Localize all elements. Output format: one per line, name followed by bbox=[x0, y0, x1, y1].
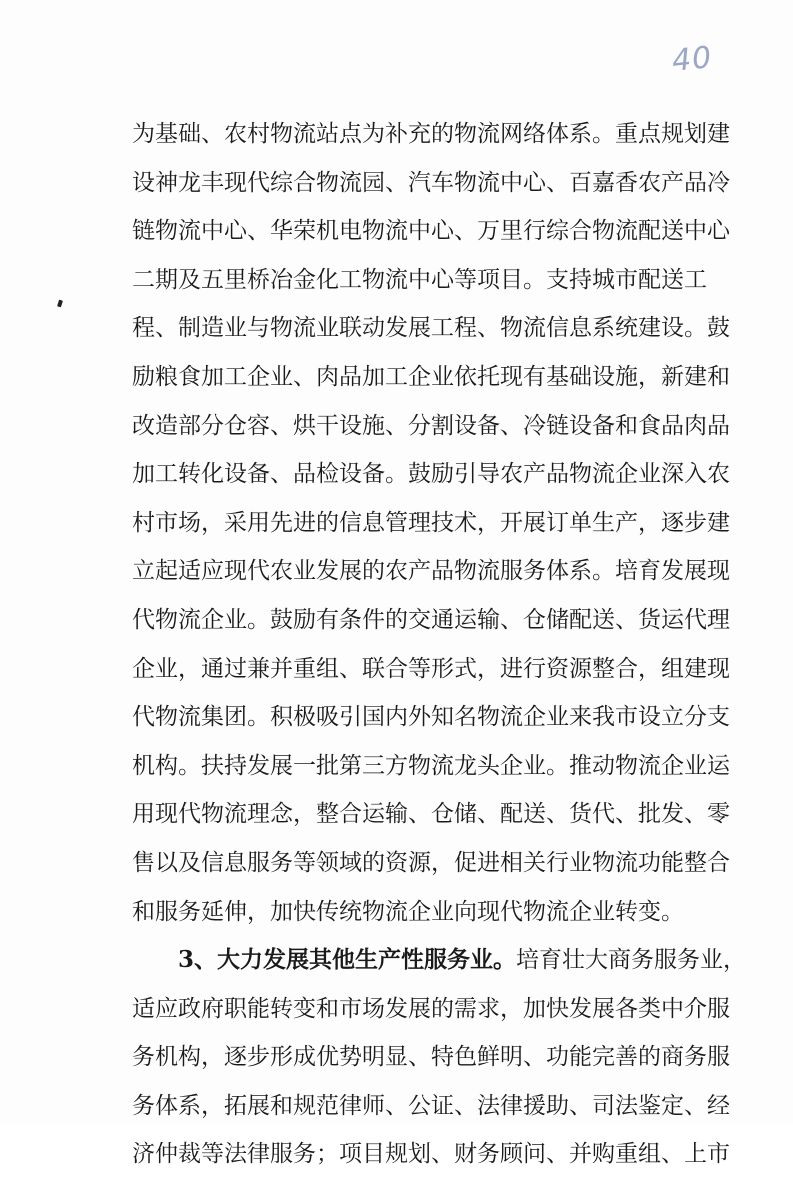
text-line: 务体系，拓展和规范律师、公证、法律援助、司法鉴定、经 bbox=[132, 1092, 730, 1119]
text-line: 加工转化设备、品检设备。鼓励引导农产品物流企业深入农 bbox=[132, 461, 730, 488]
text-line: 务机构，逐步形成优势明显、特色鲜明、功能完善的商务服 bbox=[132, 1044, 730, 1071]
text-line: 代物流企业。鼓励有条件的交通运输、仓储配送、货运代理 bbox=[132, 606, 730, 633]
section-3-first-line-text: 培育壮大商务服务业， bbox=[516, 947, 747, 974]
body-text bbox=[132, 110, 747, 1179]
text-line: 为基础、农村物流站点为补充的物流网络体系。重点规划建 bbox=[132, 121, 730, 147]
margin-mark bbox=[57, 300, 63, 308]
text-line: 程、制造业与物流业联动发展工程、物流信息系统建设。鼓 bbox=[132, 315, 730, 342]
handwritten-page-number: 40 bbox=[670, 39, 714, 80]
text-line: 用现代物流理念，整合运输、仓储、配送、货代、批发、零 bbox=[132, 801, 730, 828]
text-line: 励粮食加工企业、肉品加工企业依托现有基础设施，新建和 bbox=[132, 363, 730, 390]
text-line: 企业，通过兼并重组、联合等形式，进行资源整合，组建现 bbox=[132, 655, 730, 682]
text-line: 适应政府职能转变和市场发展的需求，加快发展各类中介服 bbox=[132, 995, 730, 1022]
text-line: 村市场，采用先进的信息管理技术，开展订单生产，逐步建 bbox=[132, 509, 730, 536]
text-line: 和服务延伸，加快传统物流企业向现代物流企业转变。 bbox=[132, 898, 684, 925]
text-line: 立起适应现代农业发展的农产品物流服务体系。培育发展现 bbox=[132, 558, 730, 585]
text-line: 改造部分仓容、烘干设施、分割设备、冷链设备和食品肉品 bbox=[132, 412, 730, 439]
text-line: 设神龙丰现代综合物流园、汽车物流中心、百嘉香农产品冷 bbox=[132, 169, 730, 196]
text-line: 济仲裁等法律服务；项目规划、财务顾问、并购重组、上市 bbox=[132, 1141, 730, 1168]
section-3-first-line bbox=[132, 936, 747, 985]
text-line: 代物流集团。积极吸引国内外知名物流企业来我市设立分支 bbox=[132, 704, 730, 731]
text-line: 二期及五里桥冶金化工物流中心等项目。支持城市配送工 bbox=[132, 266, 707, 293]
text-line: 售以及信息服务等领域的资源，促进相关行业物流功能整合 bbox=[132, 849, 730, 876]
text-line: 机构。扶持发展一批第三方物流龙头企业。推动物流企业运 bbox=[132, 752, 730, 779]
section-3-heading: 3、大力发展其他生产性服务业。 bbox=[178, 946, 517, 974]
text-line: 链物流中心、华荣机电物流中心、万里行综合物流配送中心 bbox=[132, 218, 730, 245]
